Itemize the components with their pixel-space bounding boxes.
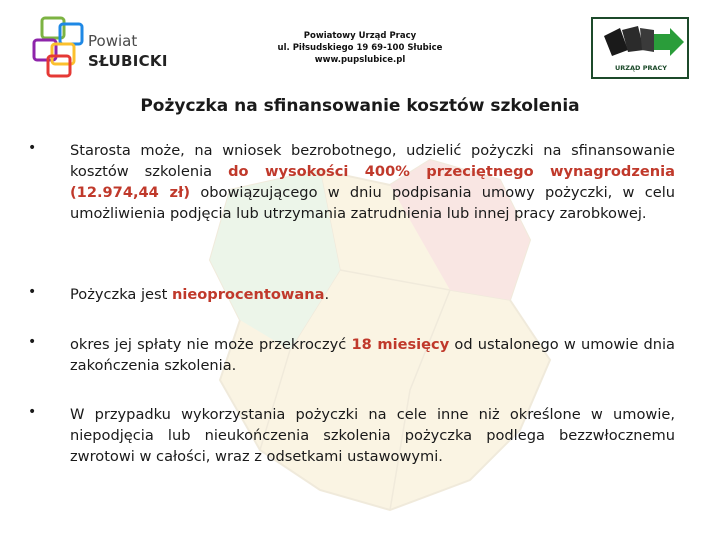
office-name: Powiatowy Urząd Pracy <box>303 31 417 41</box>
logo-squares-icon <box>30 14 88 80</box>
bullet-highlight: do wysokości 400% przeciętnego wynagrodzenia (12.974,44 zł) <box>70 163 675 201</box>
page-title: Pożyczka na sfinansowanie kosztów szkolenia <box>140 96 580 116</box>
bullet-text-part: okres jej spłaty nie może przekroczyć <box>70 336 352 353</box>
office-website: www.pupslubice.pl <box>314 55 406 65</box>
bullet-highlight: 18 miesięcy <box>351 336 450 353</box>
bullet-text <box>70 140 675 224</box>
logo-word-slubicki: SŁUBICKI <box>88 52 168 70</box>
bullet-text-part: Starosta może, na wniosek bezrobotnego, udzielić pożyczki na sfinansowanie kosztów szkolenia <box>70 142 675 180</box>
bullet-text-part: . <box>324 286 330 303</box>
bullet-dot: • <box>28 140 37 156</box>
bullet-text <box>70 404 675 467</box>
bullet-text-part: od ustalonego w umowie dnia zakończenia szkolenia. <box>70 336 675 374</box>
urzad-pracy-logo <box>590 16 690 80</box>
bullet-text <box>70 284 675 305</box>
powiat-slubicki-logo <box>30 14 175 80</box>
bullet-text-part: obowiązującego w dniu podpisania umowy pożyczki, w celu umożliwienia podjęcia lub utrzymania zatrudnienia lub innej pracy zarobkowej. <box>70 184 676 222</box>
bullet-highlight: nieoprocentowana <box>171 286 325 303</box>
bullet-dot: • <box>28 404 37 420</box>
office-info <box>230 30 490 66</box>
bullet-text <box>70 334 675 376</box>
bullet-dot: • <box>28 284 37 300</box>
bullet-text-part: W przypadku wykorzystania pożyczki na cele inne niż określone w umowie, niepodjęcia lub nieukończenia szkolenia pożyczka podlega bezzwłocznemu zwrotowi w całości, wraz z odsetkami ustawowymi. <box>70 406 675 465</box>
bullet-text-part: Pożyczka jest <box>70 286 172 303</box>
urzad-pracy-caption: URZĄD PRACY <box>615 64 667 72</box>
bullet-dot: • <box>28 334 37 350</box>
office-address: ul. Piłsudskiego 19 69-100 Słubice <box>277 43 443 53</box>
logo-word-powiat: Powiat <box>88 32 138 50</box>
